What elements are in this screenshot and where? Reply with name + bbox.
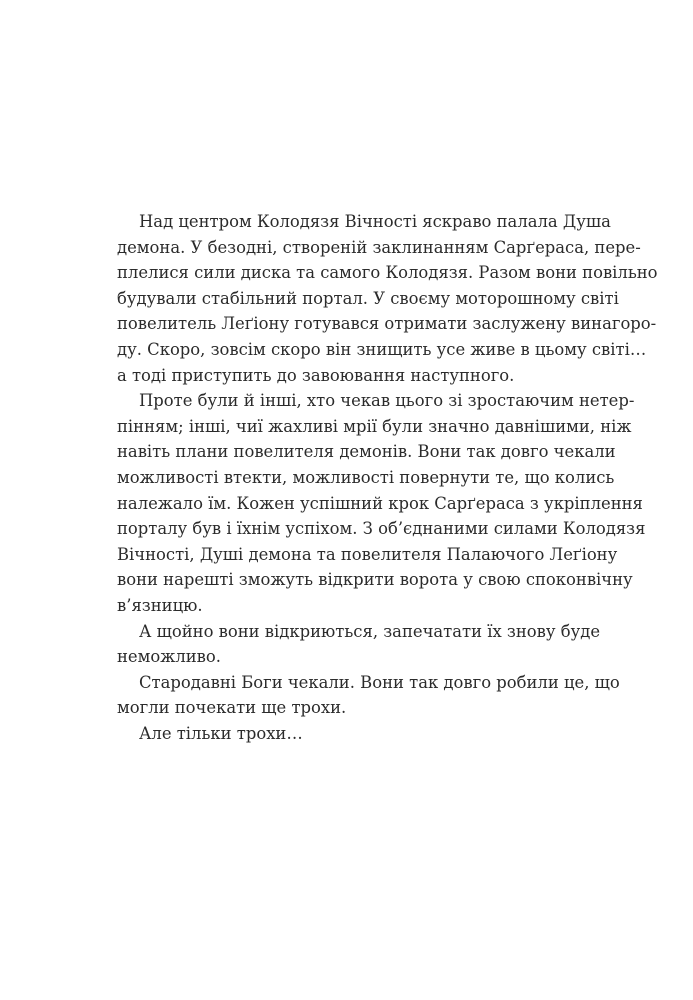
- paragraph-2-line-7: Вічності, Душі демона та повелителя Палаючого Леґіону: [117, 544, 618, 564]
- paragraph-4-line-2: могли почекати ще трохи.: [117, 698, 347, 718]
- paragraph-1-line-3: плелися сили диска та самого Колодязя. Разом вони повільно: [117, 263, 658, 283]
- paragraph-2-line-2: пінням; інші, чиї жахливі мрії були значно давнішими, ніж: [117, 416, 632, 436]
- paragraph-2-line-3: навіть плани повелителя демонів. Вони так довго чекали: [117, 442, 616, 462]
- paragraph-4-line-1: Стародавні Боги чекали. Вони так довго робили це, що: [139, 672, 620, 692]
- paragraph-3-line-1: А щойно вони відкриються, запечатати їх знову буде: [139, 621, 601, 641]
- paragraph-1-line-6: ду. Скоро, зовсім скоро він знищить усе живе в цьому світі…: [117, 339, 647, 359]
- paragraph-2-line-6: порталу був і їхнім успіхом. З об’єднаними силами Колодязя: [117, 519, 646, 539]
- paragraph-1-line-1: Над центром Колодязя Вічності яскраво палала Душа: [139, 212, 611, 231]
- paragraph-1-line-5: повелитель Леґіону готувався отримати заслужену винагоро-: [117, 314, 657, 334]
- paragraph-1-line-4: будували стабільний портал. У своєму моторошному світі: [117, 288, 619, 308]
- body-text: [117, 209, 658, 746]
- paragraph-2-line-8: вони нарешті зможуть відкрити ворота у свою споконвічну: [117, 570, 633, 590]
- paragraph-5-line-1: Але тільки трохи…: [139, 723, 303, 743]
- paragraph-3-line-2: неможливо.: [117, 647, 221, 667]
- paragraph-2-line-1: Проте були й інші, хто чекав цього зі зростаючим нетер-: [139, 391, 635, 411]
- paragraph-1-line-7: а тоді приступить до завоювання наступного.: [117, 365, 515, 385]
- paragraph-2-line-5: належало їм. Кожен успішний крок Сарґераса з укріплення: [117, 493, 643, 513]
- paragraph-2-line-4: можливості втекти, можливості повернути те, що колись: [117, 467, 615, 487]
- paragraph-1-line-2: демона. У безодні, створеній заклинанням Сарґераса, пере-: [117, 237, 641, 257]
- paragraph-2-line-9: в’язницю.: [117, 595, 203, 615]
